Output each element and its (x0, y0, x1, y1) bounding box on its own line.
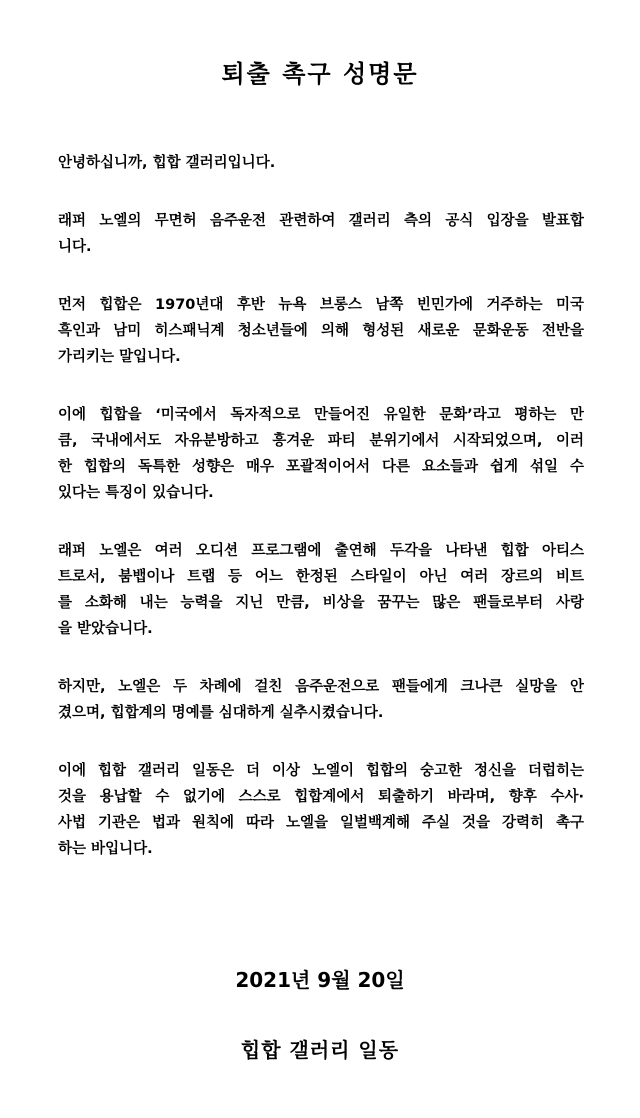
paragraph-line: 니다. (58, 239, 92, 255)
statement-body (58, 150, 584, 894)
paragraph (58, 758, 584, 862)
paragraph-line: 하지만, 노엘은 두 차례에 걸친 음주운전으로 팬들에게 크나큰 실망을 안 (58, 679, 584, 695)
paragraph-line: 래퍼 노엘의 무면허 음주운전 관련하여 갤러리 측의 공식 입장을 발표합 (58, 213, 584, 229)
paragraph-line: 큼, 국내에서도 자유분방하고 흥겨운 파티 분위기에서 시작되었으며, 이러 (58, 433, 584, 449)
statement-date: 2021년 9월 20일 (235, 968, 405, 992)
paragraph-line: 하는 바입니다. (58, 841, 153, 857)
paragraph-line: 안녕하십니까, 힙합 갤러리입니다. (58, 155, 276, 171)
paragraph-line: 먼저 힙합은 1970년대 후반 뉴욕 브롱스 남쪽 빈민가에 거주하는 미국 (58, 297, 584, 313)
paragraph (58, 292, 584, 370)
paragraph (58, 674, 584, 726)
paragraph-line: 래퍼 노엘은 여러 오디션 프로그램에 출연해 두각을 나타낸 힙합 아티스 (58, 543, 584, 559)
paragraph-line: 한 힙합의 독특한 성향은 매우 포괄적이어서 다른 요소들과 쉽게 섞일 수 (58, 459, 584, 475)
paragraph (58, 208, 584, 260)
paragraph-line: 이에 힙합을 ‘미국에서 독자적으로 만들어진 유일한 문화’라고 평하는 만 (58, 407, 584, 423)
document-title: 퇴출 촉구 성명문 (221, 60, 419, 88)
paragraph (58, 538, 584, 642)
paragraph-line: 트로서, 붐뱁이나 트랩 등 어느 한정된 스타일이 아닌 여러 장르의 비트 (58, 569, 584, 585)
paragraph-line: 이에 힙합 갤러리 일동은 더 이상 노엘이 힙합의 숭고한 정신을 더럽히는 (58, 763, 584, 779)
statement-signature: 힙합 갤러리 일동 (240, 1038, 400, 1062)
paragraph-line: 있다는 특징이 있습니다. (58, 485, 214, 501)
paragraph-line: 겼으며, 힙합계의 명예를 심대하게 실추시켰습니다. (58, 705, 384, 721)
paragraph-line: 가리키는 말입니다. (58, 349, 181, 365)
paragraph-line: 를 소화해 내는 능력을 지닌 만큼, 비상을 꿈꾸는 많은 팬들로부터 사랑 (58, 595, 584, 611)
paragraph-line: 것을 용납할 수 없기에 스스로 힙합계에서 퇴출하기 바라며, 향후 수사· (58, 789, 584, 805)
paragraph-line: 을 받았습니다. (58, 621, 153, 637)
paragraph-line: 사법 기관은 법과 원칙에 따라 노엘을 일벌백계해 주실 것을 강력히 촉구 (58, 815, 584, 831)
paragraph-line: 흑인과 남미 히스패닉계 청소년들에 의해 형성된 새로운 문화운동 전반을 (58, 323, 584, 339)
paragraph (58, 150, 584, 176)
paragraph (58, 402, 584, 506)
